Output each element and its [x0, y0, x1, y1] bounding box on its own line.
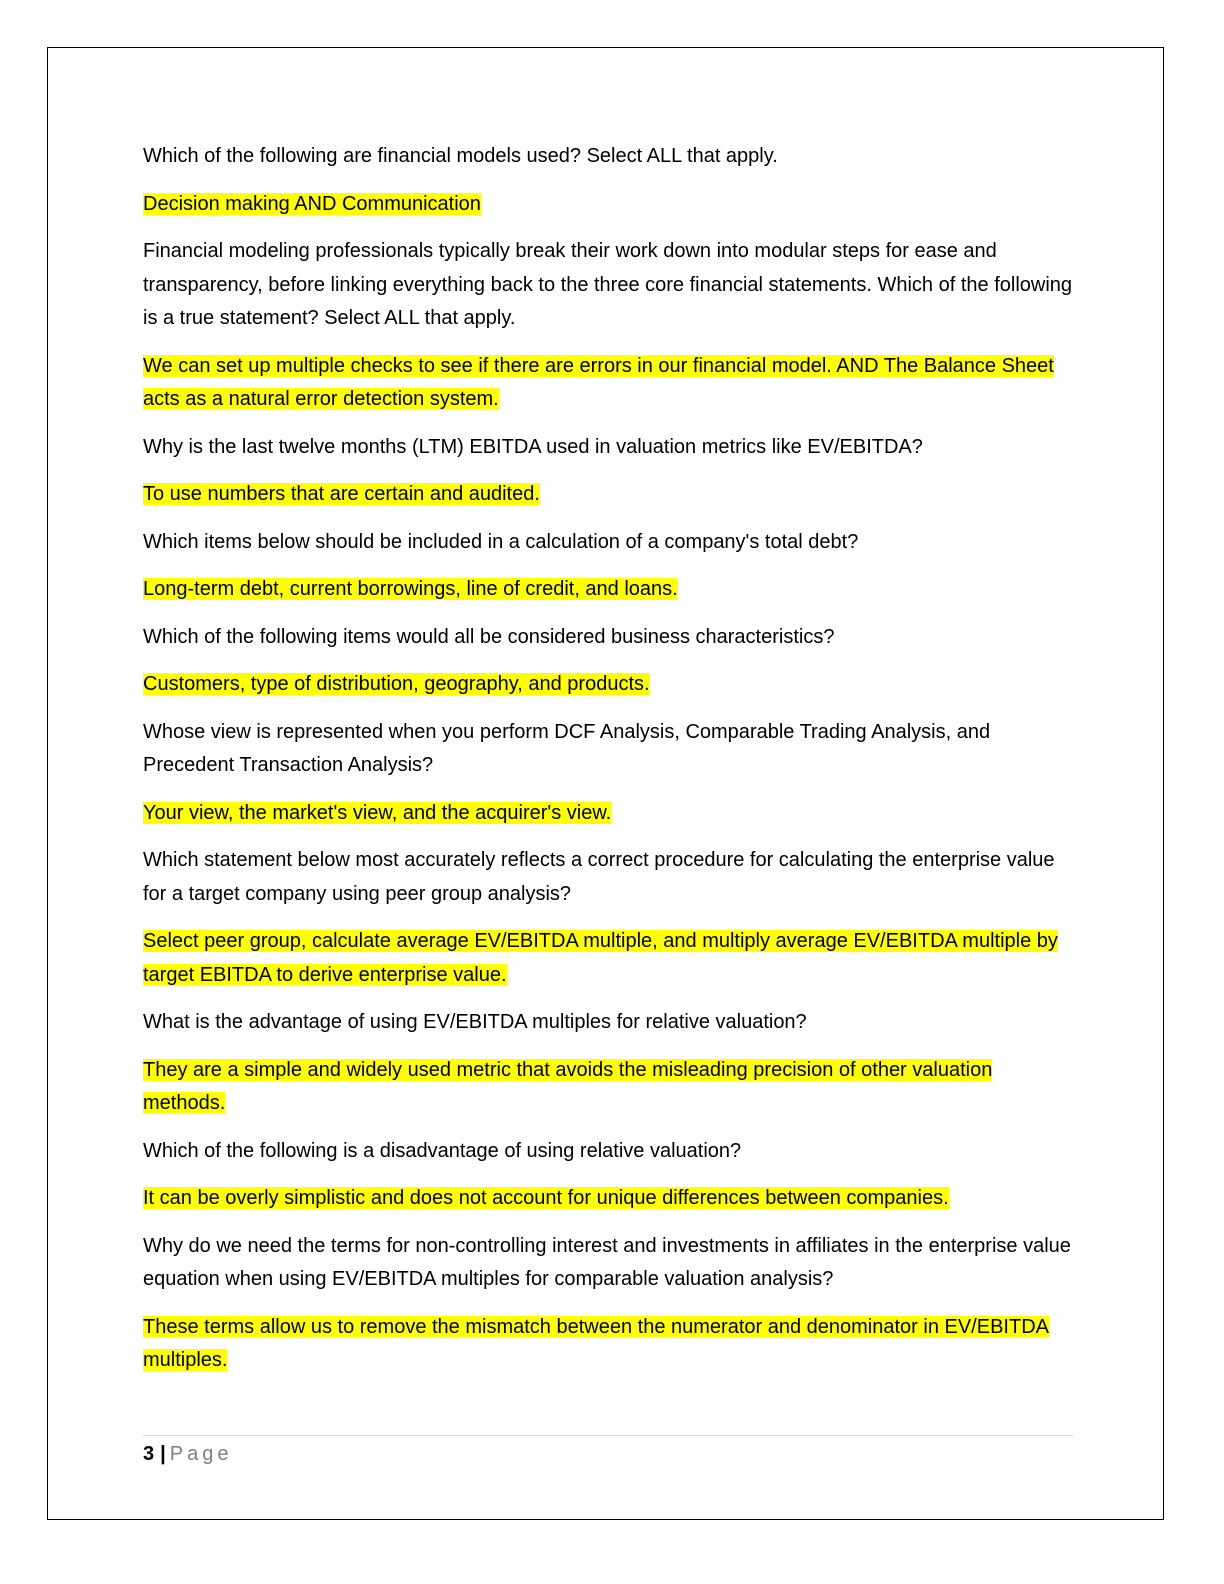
- answer-highlight: [143, 188, 1078, 222]
- answer-highlight: [143, 1054, 1078, 1121]
- answer-text: Decision making AND Communication: [143, 192, 481, 215]
- answer-text: It can be overly simplistic and does not account for unique differences between companies.: [143, 1187, 949, 1209]
- qa-item: [143, 235, 1078, 417]
- answer-text: We can set up multiple checks to see if there are errors in our financial model. AND The Balance Sheet acts as a natural error detection system.: [143, 354, 1054, 410]
- answer-highlight: [143, 668, 1078, 702]
- answer-text: To use numbers that are certain and audited.: [143, 483, 540, 505]
- qa-item: [143, 621, 1078, 702]
- answer-text: Long-term debt, current borrowings, line of credit, and loans.: [143, 578, 678, 600]
- footer-divider: [143, 1435, 1073, 1436]
- page-number: 3: [143, 1443, 155, 1465]
- answer-text: Select peer group, calculate average EV/EBITDA multiple, and multiply average EV/EBITDA multiple by target EBITDA to derive enterprise value.: [143, 930, 1058, 986]
- answer-highlight: [143, 573, 1078, 607]
- document-body: [143, 140, 1078, 1392]
- answer-highlight: [143, 925, 1078, 992]
- question-text: Why is the last twelve months (LTM) EBITDA used in valuation metrics like EV/EBITDA?: [143, 435, 923, 458]
- question-text: Whose view is represented when you perform DCF Analysis, Comparable Trading Analysis, and Precedent Transaction Analysis?: [143, 720, 991, 776]
- answer-highlight: [143, 1182, 1078, 1216]
- qa-item: [143, 140, 1078, 221]
- question-text: Which items below should be included in a calculation of a company's total debt?: [143, 530, 859, 553]
- question-text: Which of the following are financial models used? Select ALL that apply.: [143, 145, 778, 167]
- answer-text: These terms allow us to remove the mismatch between the numerator and denominator in EV/EBITDA multiples.: [143, 1315, 1049, 1371]
- question-text: Which of the following is a disadvantage of using relative valuation?: [143, 1139, 742, 1162]
- page-footer: [143, 1440, 232, 1468]
- qa-item: [143, 844, 1078, 992]
- qa-item: [143, 431, 1078, 512]
- qa-item: [143, 1230, 1078, 1378]
- answer-highlight: [143, 350, 1078, 417]
- answer-highlight: [143, 797, 1078, 831]
- answer-text: Customers, type of distribution, geography, and products.: [143, 673, 650, 695]
- qa-item: [143, 716, 1078, 831]
- question-text: Which statement below most accurately reflects a correct procedure for calculating the enterprise value for a target company using peer group analysis?: [143, 849, 1055, 905]
- page-label: Page: [169, 1443, 233, 1465]
- answer-text: They are a simple and widely used metric that avoids the misleading precision of other valuation methods.: [143, 1058, 993, 1114]
- answer-highlight: [143, 478, 1078, 512]
- question-text: Which of the following items would all be considered business characteristics?: [143, 625, 835, 648]
- question-text: What is the advantage of using EV/EBITDA multiples for relative valuation?: [143, 1011, 807, 1033]
- page-separator: |: [160, 1443, 166, 1465]
- question-text: Why do we need the terms for non-controlling interest and investments in affiliates in the enterprise value equation when using EV/EBITDA multiples for comparable valuation analysis?: [143, 1234, 1071, 1290]
- qa-item: [143, 1135, 1078, 1216]
- answer-text: Your view, the market's view, and the acquirer's view.: [143, 801, 612, 824]
- qa-item: [143, 1006, 1078, 1121]
- qa-item: [143, 526, 1078, 607]
- answer-highlight: [143, 1311, 1078, 1378]
- question-text: Financial modeling professionals typically break their work down into modular steps for ease and transparency, before linking everything back to the three core financial statements. Which of the following is a true statement? Select ALL that apply.: [143, 240, 1073, 329]
